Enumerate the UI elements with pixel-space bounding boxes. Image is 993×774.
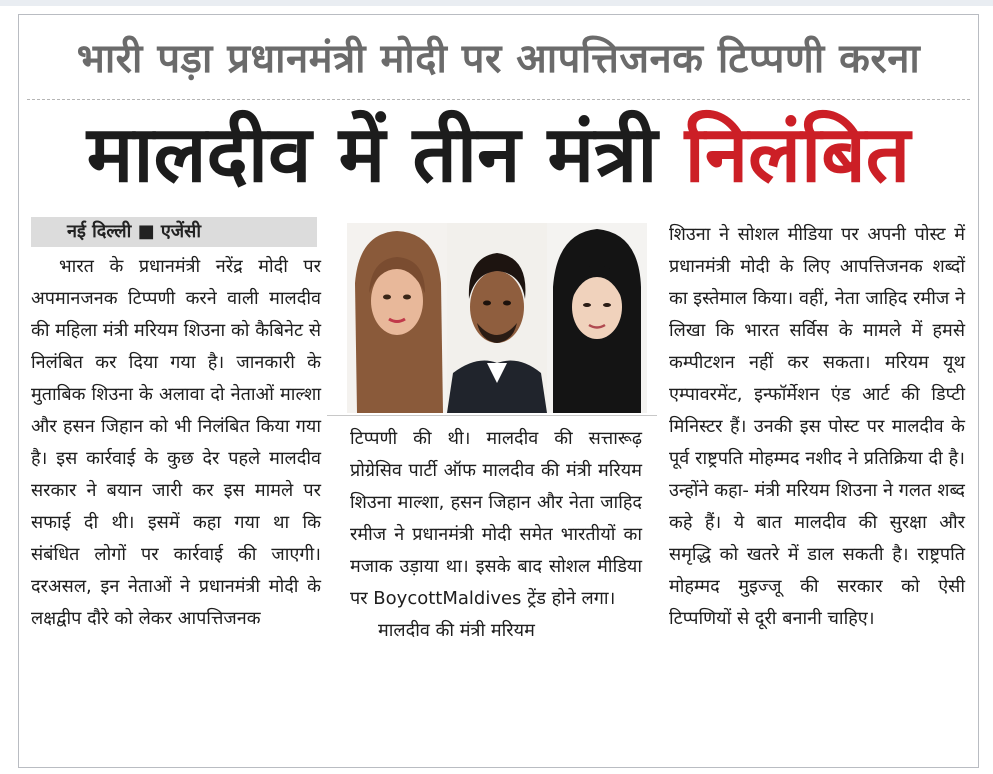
photo-man bbox=[447, 223, 547, 413]
article-column-1: भारत के प्रधानमंत्री नरेंद्र मोदी पर अपमानजनक टिप्पणी करने वाली मालदीव की महिला मंत्री मरियम शिउना को कैबिनेट से निलंबित कर दिया गया है। जानकारी के मुताबिक शिउना के अलावा दो नेताओं माल्शा और हसन जिहान को भी निलंबित किया गया है। इस कार्रवाई के कुछ देर पहले मालदीव सरकार ने बयान जारी कर इस मामले पर सफाई दी थी। इसमें कहा गया था कि संबंधित लोगों पर कार्रवाई की जाएगी। दरअसल, इन नेताओं ने प्रधानमंत्री मोदी के लक्षद्वीप दौरे को लेकर आपत्तिजनक bbox=[31, 256, 321, 629]
headline-main-text: मालदीव में तीन मंत्री bbox=[86, 110, 685, 200]
headline-highlight: निलंबित bbox=[684, 110, 911, 200]
top-strip bbox=[0, 0, 993, 6]
dateline: नई दिल्ली ■ एजेंसी bbox=[31, 217, 317, 247]
article-column-2 bbox=[350, 423, 642, 647]
minister-photos bbox=[347, 223, 647, 413]
column-2-paragraph: टिप्पणी की थी। मालदीव की सत्तारूढ़ प्रोग्रेसिव पार्टी ऑफ मालदीव की मंत्री मरियम शिउना माल्शा, हसन जिहान और नेता जाहिद रमीज ने प्रधानमंत्री मोदी समेत भारतीयों का मजाक उड़ाया था। इसके बाद सोशल मीडिया पर BoycottMaldives ट्रेंड होने लगा। bbox=[350, 428, 642, 609]
photo-woman-brown-hijab bbox=[347, 223, 447, 413]
newspaper-clipping bbox=[18, 14, 979, 768]
column-2-paragraph-2: मालदीव की मंत्री मरियम bbox=[378, 620, 535, 641]
article-column-3: शिउना ने सोशल मीडिया पर अपनी पोस्ट में प्रधानमंत्री मोदी के लिए आपत्तिजनक शब्दों का इस्तेमाल किया। वहीं, नेता जाहिद रमीज ने लिखा कि भारत सर्विस के मामले में हमसे कम्पीटशन नहीं कर सकता। मरियम यूथ एम्पावरमेंट, इन्फॉर्मेशन एंड आर्ट की डिप्टी मिनिस्टर हैं। उनकी इस पोस्ट पर मालदीव के पूर्व राष्ट्रपति मोहम्मद नशीद ने प्रतिक्रिया दी है। उन्होंने कहा- मंत्री मरियम शिउना ने गलत शब्द कहे हैं। ये बात मालदीव की सुरक्षा और समृद्धि को खतरे में डाल सकती है। राष्ट्रपति मोहम्मद मुइज्जू की सरकार को ऐसी टिप्पणियों से दूरी बनानी चाहिए। bbox=[669, 224, 965, 629]
kicker-divider bbox=[27, 99, 970, 100]
main-headline bbox=[19, 107, 978, 203]
photo-woman-black-hijab bbox=[547, 223, 647, 413]
photo-divider bbox=[327, 415, 657, 416]
kicker-headline: भारी पड़ा प्रधानमंत्री मोदी पर आपत्तिजनक टिप्पणी करना bbox=[76, 36, 921, 82]
